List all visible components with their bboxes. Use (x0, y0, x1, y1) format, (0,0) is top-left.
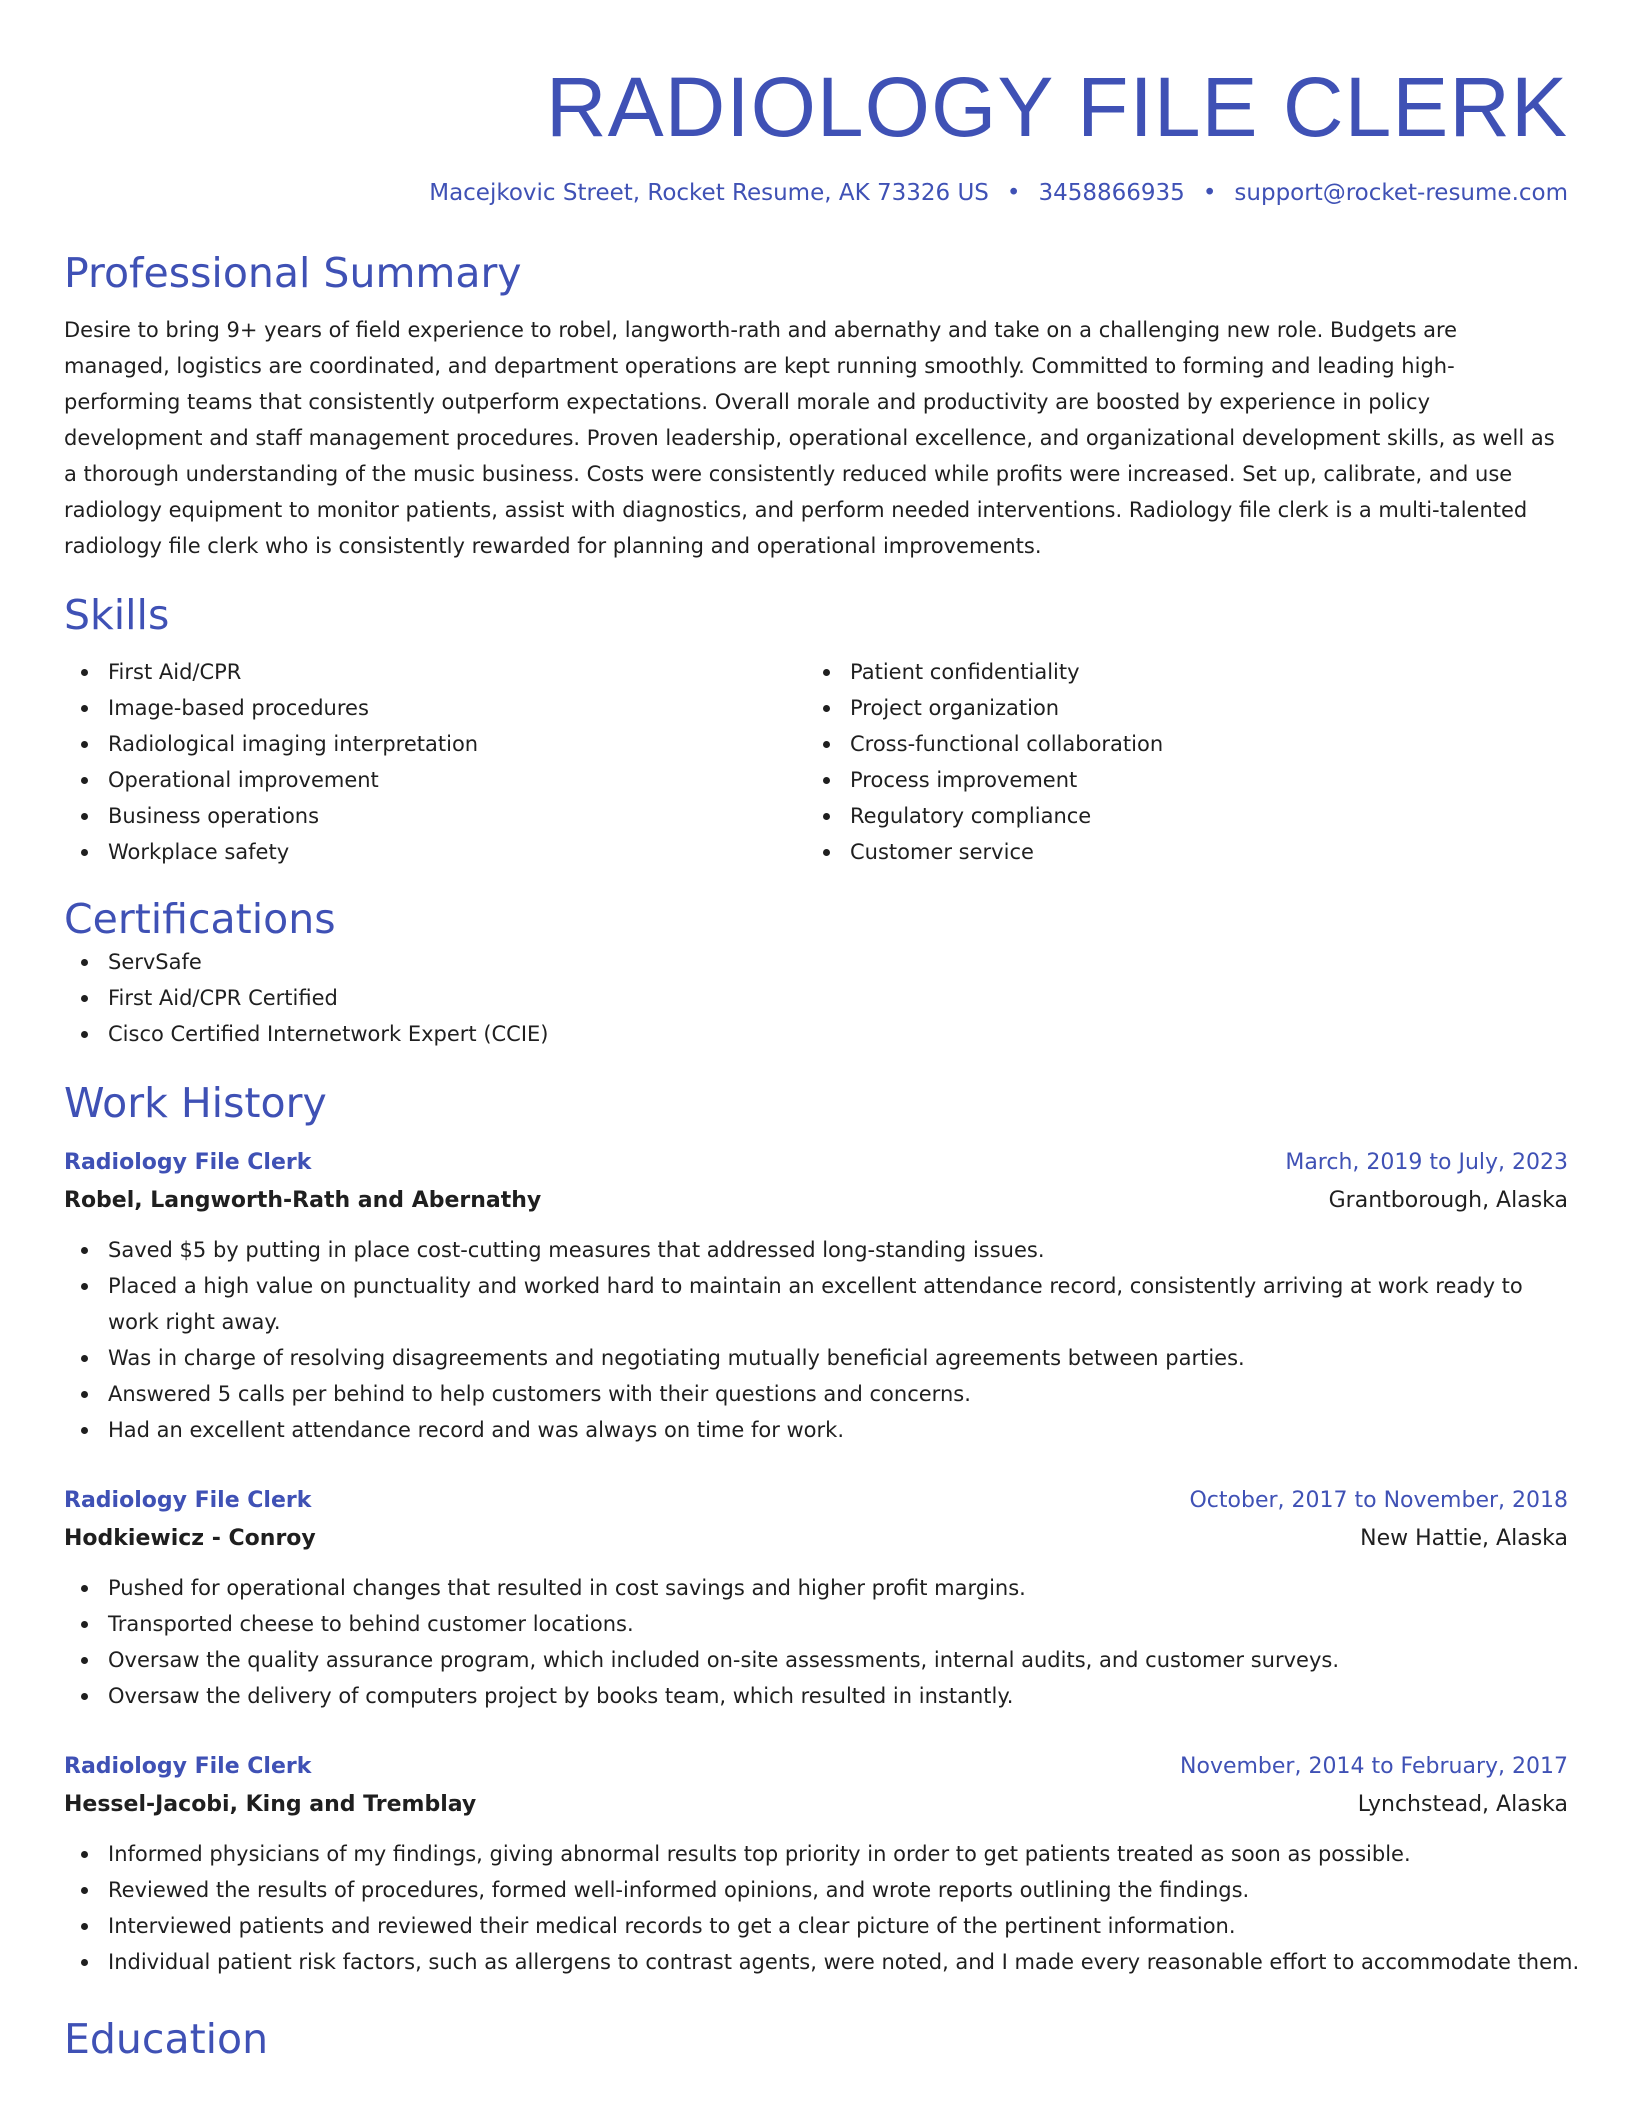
job-title: Radiology File Clerk (64, 1488, 312, 1513)
bullet-icon (823, 705, 830, 712)
job-location: Grantborough, Alaska (1328, 1188, 1568, 1213)
job-company: Hodkiewicz - Conroy (64, 1526, 316, 1551)
bullet-icon (81, 813, 88, 820)
job-bullet: Transported cheese to behind customer locations. (108, 1606, 1568, 1642)
bullet-icon (81, 1031, 88, 1038)
job-dates: March, 2019 to July, 2023 (1285, 1150, 1568, 1175)
job-company: Hessel-Jacobi, King and Tremblay (64, 1792, 477, 1817)
job-location: Lynchstead, Alaska (1357, 1792, 1568, 1817)
contact-separator: • (1006, 180, 1021, 206)
bullet-icon (81, 1851, 88, 1858)
summary-heading: Professional Summary (64, 249, 522, 297)
bullet-icon (81, 959, 88, 966)
job-title-row (64, 1748, 1568, 1786)
job-bullets (64, 1836, 1580, 1980)
contact-line (64, 178, 1568, 208)
bullet-icon (823, 849, 830, 856)
skill-item: Workplace safety (108, 834, 806, 870)
job-bullet: Individual patient risk factors, such as allergens to contrast agents, were noted, and I made every reasonable effort to accommodate them. (108, 1944, 1568, 1980)
skill-item: Business operations (108, 798, 806, 834)
bullet-icon (81, 669, 88, 676)
bullet-icon (81, 777, 88, 784)
bullet-icon (81, 1923, 88, 1930)
bullet-icon (81, 1959, 88, 1966)
bullet-icon (823, 777, 830, 784)
job-bullets (64, 1232, 1568, 1448)
job-bullet: Interviewed patients and reviewed their medical records to get a clear picture of the pertinent information. (108, 1908, 1568, 1944)
certification-item: Cisco Certified Internetwork Expert (CCIE) (108, 1016, 1568, 1052)
job-bullet: Reviewed the results of procedures, formed well-informed opinions, and wrote reports outlining the findings. (108, 1872, 1568, 1908)
skill-item: Regulatory compliance (850, 798, 1548, 834)
contact-phone: 3458866935 (1038, 180, 1185, 206)
skill-item: Cross-functional collaboration (850, 726, 1548, 762)
skills-column-right (806, 654, 1548, 870)
job-title: Radiology File Clerk (64, 1754, 312, 1779)
contact-address: Macejkovic Street, Rocket Resume, AK 73326 US (429, 180, 989, 206)
job-bullet: Placed a high value on punctuality and worked hard to maintain an excellent attendance record, consistently arriving at work ready to work right away. (108, 1268, 1568, 1340)
job-bullet: Saved $5 by putting in place cost-cutting measures that addressed long-standing issues. (108, 1232, 1568, 1268)
job-title-row (64, 1144, 1568, 1182)
job-bullet: Oversaw the delivery of computers project by books team, which resulted in instantly. (108, 1678, 1568, 1714)
bullet-icon (81, 1887, 88, 1894)
skills-heading: Skills (64, 591, 170, 639)
bullet-icon (81, 849, 88, 856)
bullet-icon (81, 1657, 88, 1664)
bullet-icon (81, 1283, 88, 1290)
bullet-icon (81, 1391, 88, 1398)
bullet-icon (81, 1247, 88, 1254)
job-company-row (64, 1520, 1568, 1558)
job-bullet: Was in charge of resolving disagreements and negotiating mutually beneficial agreements between parties. (108, 1340, 1568, 1376)
bullet-icon (81, 1621, 88, 1628)
job-title: Radiology File Clerk (64, 1150, 312, 1175)
skill-item: Radiological imaging interpretation (108, 726, 806, 762)
contact-email[interactable]: support@rocket-resume.com (1234, 180, 1568, 206)
work-history-heading: Work History (64, 1079, 327, 1127)
skill-item: Process improvement (850, 762, 1548, 798)
skills-column-left (64, 654, 806, 870)
job-company-row (64, 1786, 1568, 1824)
bullet-icon (81, 1693, 88, 1700)
job-bullet: Informed physicians of my findings, giving abnormal results top priority in order to get patients treated as soon as possible. (108, 1836, 1568, 1872)
bullet-icon (823, 741, 830, 748)
bullet-icon (81, 1585, 88, 1592)
skill-item: Image-based procedures (108, 690, 806, 726)
certifications-heading: Certifications (64, 895, 336, 943)
bullet-icon (81, 741, 88, 748)
skill-item: Patient confidentiality (850, 654, 1548, 690)
job-bullet: Answered 5 calls per behind to help customers with their questions and concerns. (108, 1376, 1568, 1412)
resume-header (64, 58, 1568, 208)
skills-list-left (64, 654, 806, 870)
job-bullets (64, 1570, 1568, 1714)
skill-item: Customer service (850, 834, 1548, 870)
job-entry (64, 1482, 1568, 1714)
job-location: New Hattie, Alaska (1360, 1526, 1568, 1551)
bullet-icon (81, 1355, 88, 1362)
certification-item: First Aid/CPR Certified (108, 980, 1568, 1016)
bullet-icon (81, 1427, 88, 1434)
job-entry (64, 1748, 1580, 1980)
bullet-icon (81, 995, 88, 1002)
summary-text: Desire to bring 9+ years of field experience to robel, langworth-rath and abernathy and take on a challenging new role. Budgets are managed, logistics are coordinated, and department operations are kept running smoothly. Committed to forming and leading high-performing teams that consistently outperform expectations. Overall morale and productivity are boosted by experience in policy development and staff management procedures. Proven leadership, operational excellence, and organizational development skills, as well as a thorough understanding of the music business. Costs were consistently reduced while profits were increased. Set up, calibrate, and use radiology equipment to monitor patients, assist with diagnostics, and perform needed interventions. Radiology file clerk is a multi-talented radiology file clerk who is consistently rewarded for planning and operational improvements. (64, 318, 1555, 558)
job-bullet: Had an excellent attendance record and was always on time for work. (108, 1412, 1568, 1448)
contact-separator: • (1202, 180, 1217, 206)
skill-item: Operational improvement (108, 762, 806, 798)
job-title-row (64, 1482, 1568, 1520)
skill-item: First Aid/CPR (108, 654, 806, 690)
bullet-icon (81, 705, 88, 712)
job-bullet: Pushed for operational changes that resulted in cost savings and higher profit margins. (108, 1570, 1568, 1606)
job-dates: October, 2017 to November, 2018 (1189, 1488, 1568, 1513)
bullet-icon (823, 813, 830, 820)
resume-page (64, 0, 1580, 2064)
job-company-row (64, 1182, 1568, 1220)
job-dates: November, 2014 to February, 2017 (1180, 1754, 1568, 1779)
certification-item: ServSafe (108, 944, 1568, 980)
education-heading: Education (64, 2015, 269, 2063)
bullet-icon (823, 669, 830, 676)
skills-grid (64, 654, 1568, 870)
certifications-list (64, 944, 1568, 1052)
job-bullet: Oversaw the quality assurance program, which included on-site assessments, internal audits, and customer surveys. (108, 1642, 1568, 1678)
candidate-name: RADIOLOGY FILE CLERK (545, 60, 1568, 154)
skill-item: Project organization (850, 690, 1548, 726)
job-company: Robel, Langworth-Rath and Abernathy (64, 1188, 542, 1213)
job-entry (64, 1144, 1568, 1448)
skills-list-right (806, 654, 1548, 870)
